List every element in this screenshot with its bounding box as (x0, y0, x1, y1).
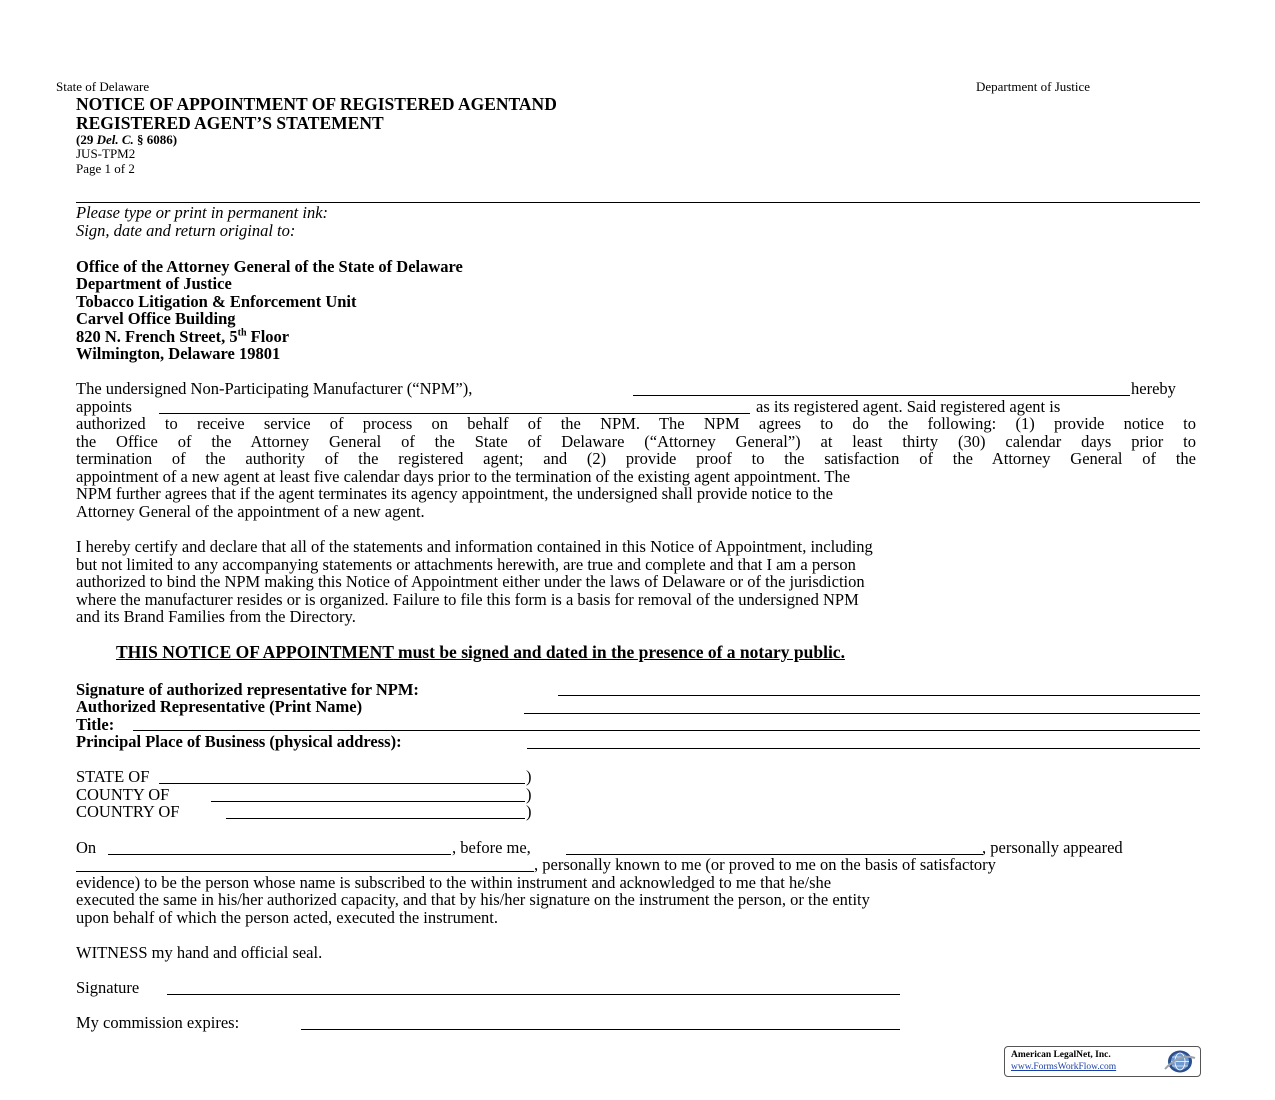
instruction-return: Sign, date and return original to: (76, 221, 296, 240)
ack-before-me: , before me, (452, 838, 531, 857)
para2-line1: I hereby certify and declare that all of the statements and information contained in this Notice of Appointment, including (76, 537, 873, 556)
state-of-label: STATE OF (76, 767, 150, 786)
state-of-field[interactable] (159, 783, 525, 784)
para1-appoints: appoints (76, 397, 132, 416)
ack-date-field[interactable] (108, 854, 451, 855)
ack-personally-appeared: , personally appeared (982, 838, 1123, 857)
county-of-label: COUNTY OF (76, 785, 170, 804)
para2-line2: but not limited to any accompanying statements or attachments herewith, are true and complete and that I am a person (76, 554, 856, 574)
state-paren: ) (526, 767, 532, 786)
npm-name-field[interactable] (633, 395, 1130, 396)
country-of-field[interactable] (226, 818, 525, 819)
address-line6: Wilmington, Delaware 19801 (76, 344, 281, 363)
ack-line2-text: , personally known to me (or proved to me on the basis of satisfactory (534, 855, 996, 874)
address-line2: Department of Justice (76, 274, 232, 293)
business-address-label: Principal Place of Business (physical address): (76, 732, 402, 751)
para1-line4: the Office of the Attorney General of the State of Delaware (“Attorney General”) at least thirty (30) calendar days prior to (76, 431, 1196, 451)
ack-line4: executed the same in his/her authorized capacity, and that by his/her signature on the instrument the person, or the entity (76, 890, 870, 909)
notary-signature-field[interactable] (167, 994, 900, 995)
para2-body (76, 538, 1186, 626)
address-line1: Office of the Attorney General of the State of Delaware (76, 257, 463, 276)
page-number: Page 1 of 2 (76, 161, 135, 176)
instruction-ink: Please type or print in permanent ink: (76, 203, 329, 222)
para2-line3: authorized to bind the NPM making this Notice of Appointment either under the laws of Delaware or of the jurisdiction (76, 572, 865, 591)
para2-line5: and its Brand Families from the Directory. (76, 607, 356, 626)
para1-line5: termination of the authority of the registered agent; and (2) provide proof to the satisfaction of the Attorney General of the (76, 449, 1196, 468)
american-legalnet-badge[interactable] (1004, 1046, 1201, 1077)
para1-line7: NPM further agrees that if the agent terminates its agency appointment, the undersigned shall provide notice to the (76, 484, 833, 503)
print-name-label: Authorized Representative (Print Name) (76, 697, 363, 716)
department-label: Department of Justice (976, 79, 1091, 94)
para1-line8: Attorney General of the appointment of a new agent. (76, 501, 425, 521)
notary-signature-label: Signature (76, 978, 140, 997)
para1-body (76, 415, 1196, 520)
business-address-field[interactable] (527, 748, 1200, 749)
state-label: State of Delaware (56, 79, 150, 94)
ack-on-label: On (76, 838, 97, 857)
npm-signature-label: Signature of authorized representative for NPM: (76, 680, 419, 699)
para1-hereby: hereby (1131, 379, 1176, 398)
para2-line4: where the manufacturer resides or is organized. Failure to file this form is a basis for removal of the undersigned NPM (76, 589, 859, 609)
title-label: Title: (76, 715, 115, 734)
title-field[interactable] (133, 730, 1200, 731)
ack-line3: evidence) to be the person whose name is subscribed to the within instrument and acknowledged to me that he/she (76, 873, 832, 892)
print-name-field[interactable] (524, 713, 1200, 714)
ack-person-name-field[interactable] (76, 871, 534, 872)
ack-line5: upon behalf of which the person acted, executed the instrument. (76, 908, 498, 927)
para1-line6: appointment of a new agent at least five calendar days prior to the termination of the existing agent appointment. The (76, 466, 851, 486)
statute-citation: (29 Del. C. § 6086) (76, 132, 178, 147)
county-of-field[interactable] (211, 801, 525, 802)
commission-label: My commission expires: (76, 1013, 240, 1032)
para1-line2-text: as its registered agent. Said registered agent is (756, 397, 1061, 416)
address-line4: Carvel Office Building (76, 309, 236, 328)
para1-line1-text: The undersigned Non-Participating Manufacturer (“NPM”), (76, 379, 473, 398)
witness-text: WITNESS my hand and official seal. (76, 943, 323, 962)
country-paren: ) (526, 802, 532, 821)
globe-icon (1162, 1049, 1196, 1074)
commission-field[interactable] (301, 1029, 900, 1030)
para1-line3: authorized to receive service of process on behalf of the NPM. The NPM agrees to do the following: (1) provide notice to (76, 414, 1196, 433)
address-line3: Tobacco Litigation & Enforcement Unit (76, 292, 357, 311)
badge-company: American LegalNet, Inc. (1011, 1050, 1111, 1060)
notary-notice: THIS NOTICE OF APPOINTMENT must be signed and dated in the presence of a notary public. (116, 642, 845, 662)
form-id: JUS-TPM2 (76, 146, 136, 161)
npm-signature-field[interactable] (558, 695, 1200, 696)
form-title-line2: REGISTERED AGENT’S STATEMENT (76, 113, 384, 133)
county-paren: ) (526, 785, 532, 804)
address-line5: 820 N. French Street, 5th Floor (76, 327, 290, 346)
badge-url[interactable]: www.FormsWorkFlow.com (1011, 1062, 1117, 1072)
country-of-label: COUNTRY OF (76, 802, 180, 821)
form-title-line1: NOTICE OF APPOINTMENT OF REGISTERED AGENTAND (76, 94, 557, 114)
